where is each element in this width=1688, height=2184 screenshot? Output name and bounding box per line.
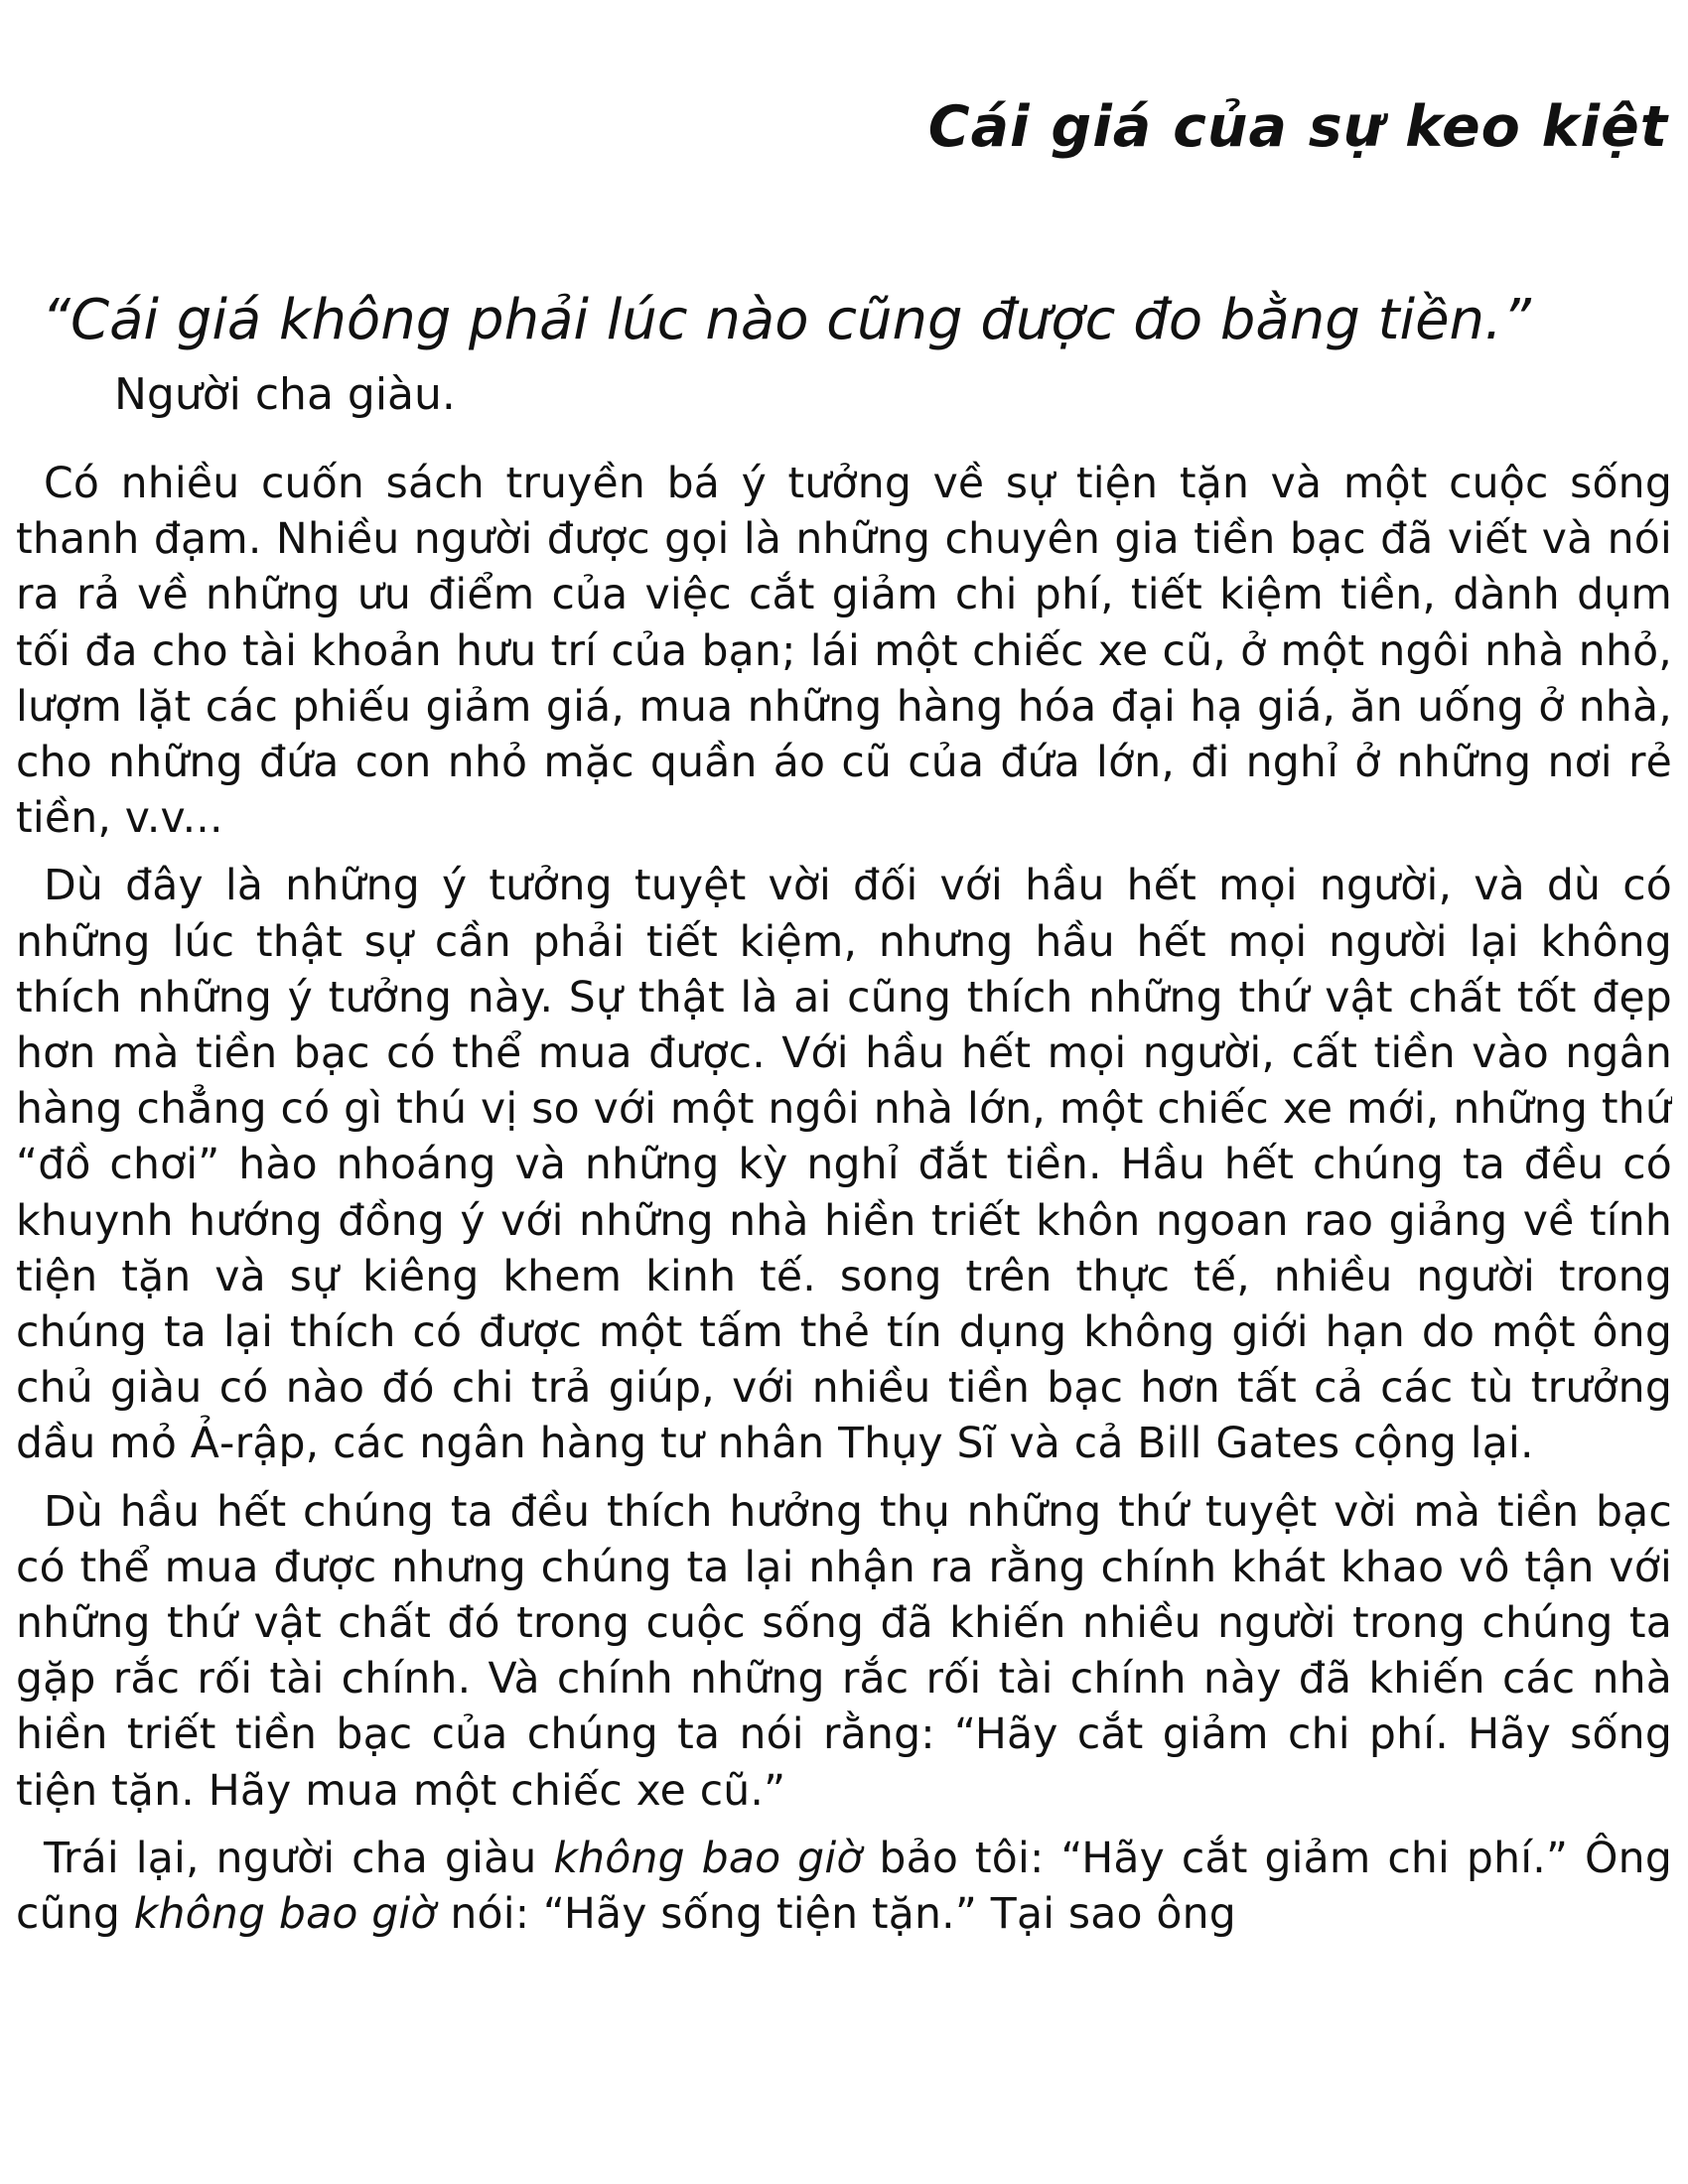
paragraph-4 — [16, 1832, 1672, 1943]
epigraph-quote: “Cái giá không phải lúc nào cũng được đo bằng tiền.” — [42, 288, 1531, 352]
paragraph-4-emphasis-a: không bao giờ — [553, 1834, 863, 1883]
body-text — [16, 457, 1672, 2169]
epigraph-attribution: Người cha giàu. — [114, 369, 456, 420]
paragraph-3: Dù hầu hết chúng ta đều thích hưởng thụ những thứ tuyệt vời mà tiền bạc có thể mua được nhưng chúng ta lại nhận ra rằng chính khát khao vô tận với những thứ vật chất đó trong cuộc sống đã khiến nhiều người trong chúng ta gặp rắc rối tài chính. Và chính những rắc rối tài chính này đã khiến các nhà hiền triết tiền bạc của chúng ta nói rằng: “Hãy cắt giảm chi phí. Hãy sống tiện tặn. Hãy mua một chiếc xe cũ.” — [16, 1487, 1672, 1816]
paragraph-4-emphasis-b: không bao giờ — [133, 1890, 437, 1940]
paragraph-1: Có nhiều cuốn sách truyền bá ý tưởng về sự tiện tặn và một cuộc sống thanh đạm. Nhiều người được gọi là những chuyên gia tiền bạc đã viết và nói ra rả về những ưu điểm của việc cắt giảm chi phí, tiết kiệm tiền, dành dụm tối đa cho tài khoản hưu trí của bạn; lái một chiếc xe cũ, ở một ngôi nhà nhỏ, lượm lặt các phiếu giảm giá, mua những hàng hóa đại hạ giá, ăn uống ở nhà, cho những đứa con nhỏ mặc quần áo cũ của đứa lớn, đi nghỉ ở những nơi rẻ tiền, v.v... — [16, 460, 1672, 844]
paragraph-4-text-a: Trái lại, người cha giàu — [44, 1834, 554, 1883]
paragraph-2: Dù đây là những ý tưởng tuyệt vời đối với hầu hết mọi người, và dù có những lúc thật sự cần phải tiết kiệm, nhưng hầu hết mọi người lại không thích những ý tưởng này. Sự thật là ai cũng thích những thứ vật chất tốt đẹp hơn mà tiền bạc có thể mua được. Với hầu hết mọi người, cất tiền vào ngân hàng chẳng có gì thú vị so với một ngôi nhà lớn, một chiếc xe mới, những thứ “đồ chơi” hào nhoáng và những kỳ nghỉ đắt tiền. Hầu hết chúng ta đều có khuynh hướng đồng ý với những nhà hiền triết khôn ngoan rao giảng về tính tiện tặn và sự kiêng khem kinh tế. song trên thực tế, nhiều người trong chúng ta lại thích có được một tấm thẻ tín dụng không giới hạn do một ông chủ giàu có nào đó chi trả giúp, với nhiều tiền bạc hơn tất cả các tù trưởng dầu mỏ Ả-rập, các ngân hàng tư nhân Thụy Sĩ và cả Bill Gates cộng lại. — [16, 862, 1672, 1469]
paragraph-4-text-b: bảo tôi: “Hãy cắt giảm chi phí.” Ông cũng — [16, 1834, 1672, 1940]
paragraph-4-text-c: nói: “Hãy sống tiện tặn.” Tại sao ông — [436, 1890, 1236, 1940]
chapter-title: Cái giá của sự keo kiệt — [927, 94, 1668, 160]
